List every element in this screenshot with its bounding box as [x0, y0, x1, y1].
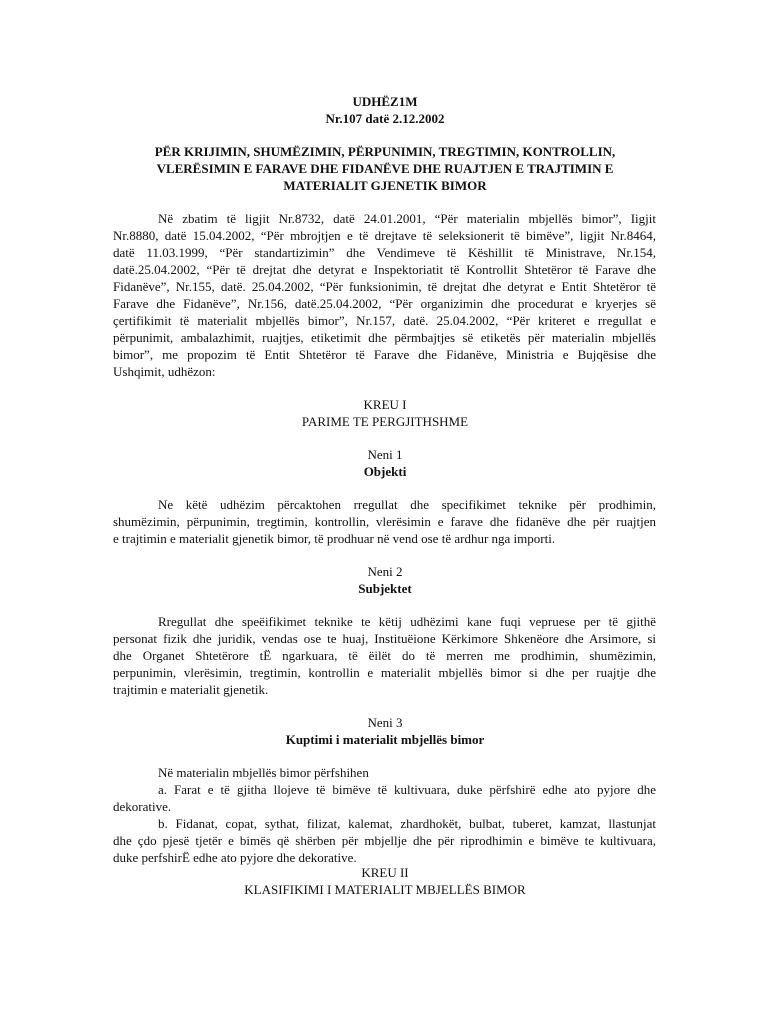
article-title: Objekti: [363, 464, 407, 479]
article-text-line: e trajtimin e materialit gjenetik bimor, të prodhuar në vend ose të ardhur nga importi.: [113, 531, 556, 546]
document-subtitle-line: VLERËSIMIN E FARAVE DHE FIDANËVE DHE RUAJTJEN E TRAJTIMIN E: [156, 161, 614, 176]
preamble-line: Nr.8880, datë 15.04.2002, “Për mbrojtjen e të drejtave të seleksionerit të bimëve”, ligjit Nr.8464,: [113, 228, 656, 243]
list-item-b: b. Fidanat, copat, sythat, filizat, kalemat, zhardhokët, bulbat, tuberet, kamzat, llastunjat: [158, 816, 656, 831]
article-text-line: dhe Organet Shtetërore tË ngarkuara, të ëilët do të merren me prodhimin, shumëzimin,: [113, 648, 656, 663]
document-title: UDHËZ1M: [352, 94, 418, 109]
list-item-b-continuation: dhe çdo pjesë tjetër e bimës që shërben për mbjellje dhe për riprodhimin e bimëve te kultivuara,: [113, 833, 656, 848]
article-text-line: Në materialin mbjellës bimor përfshihen: [158, 765, 369, 780]
chapter-label: KREU I: [363, 397, 407, 412]
article-label: Neni 3: [367, 715, 403, 730]
article-text-line: shumëzimin, përpunimin, tregtimin, kontrollin, vlerësimin e farave dhe fidanëve dhe për ruajtjen: [113, 514, 656, 529]
article-text-line: Ne këtë udhëzim përcaktohen rregullat dhe specifikimet teknike për prodhimin,: [158, 497, 656, 512]
preamble-line: datë.25.04.2002, “Për të drejtat dhe detyrat e Inspektoriatit të Kontrollit Shtetëror të Farave dhe: [113, 262, 656, 277]
document-number-date: Nr.107 datë 2.12.2002: [325, 111, 445, 126]
article-text-line: trajtimin e materialit gjenetik.: [113, 682, 269, 697]
article-title: Subjektet: [358, 581, 412, 596]
preamble-line: Ushqimit, udhëzon:: [113, 364, 216, 379]
preamble-line: Farave dhe Fidanëve”, Nr.156, datë.25.04.2002, “Për organizimin dhe procedurat e kryerjes së: [113, 296, 656, 311]
chapter-title: PARIME TE PERGJITHSHME: [301, 414, 469, 429]
list-item-b-continuation: duke perfshirË edhe ato pyjore dhe dekorative.: [113, 850, 357, 865]
article-text-line: perpunimin, vlerësimin, tregtimin, kontrollin e materialit mbjellës bimor si dhe per ruajtje dhe: [113, 665, 656, 680]
article-text-line: personat fizik dhe juridik, vendas ose te huaj, Instituëione Kërkimore Shkenëore dhe Arsimore, si: [113, 631, 656, 646]
preamble-line: Në zbatim të ligjit Nr.8732, datë 24.01.2001, “Për materialin mbjellës bimor”, Iigjit: [158, 211, 656, 226]
article-text-line: Rregullat dhe speëifikimet teknike te këtij udhëzimi kane fuqi vepruese per të gjithë: [158, 614, 656, 629]
list-item-a-continuation: dekorative.: [113, 799, 172, 814]
chapter-title: KLASIFIKIMI I MATERIALIT MBJELLËS BIMOR: [244, 882, 526, 897]
article-title: Kuptimi i materialit mbjellës bimor: [285, 732, 485, 747]
preamble-line: Fidanëve”, Nr.155, datë. 25.04.2002, “Për funksionimin, të drejtat dhe detyrat e Entit Shtetëror të: [113, 279, 656, 294]
preamble-line: çertifikimit të materialit mbjellës bimor”, Nr.157, datë. 25.04.2002, “Për kriteret e rregullat e: [113, 313, 656, 328]
chapter-label: KREU II: [361, 865, 409, 880]
preamble-line: përpunimit, ambalazhimit, ruajtjes, etiketimit dhe përmbajtjes së etiketës për materialin mbjellës: [113, 330, 656, 345]
document-subtitle-line: PËR KRIJIMIN, SHUMËZIMIN, PËRPUNIMIN, TREGTIMIN, KONTROLLIN,: [154, 144, 616, 159]
preamble-line: bimor”, me propozim të Entit Shtetëror të Farave dhe Fidanëve, Ministria e Bujqësise dhe: [113, 347, 656, 362]
document-subtitle-line: MATERIALIT GJENETIK BIMOR: [283, 178, 487, 193]
article-label: Neni 1: [367, 447, 403, 462]
preamble-line: datë 11.03.1999, “Për standartizimin” dhe Vendimeve të Këshillit të Ministrave, Nr.154,: [113, 245, 656, 260]
article-label: Neni 2: [367, 564, 403, 579]
list-item-a: a. Farat e të gjitha llojeve të bimëve të kultivuara, duke përfshirë edhe ato pyjore dhe: [158, 782, 656, 797]
